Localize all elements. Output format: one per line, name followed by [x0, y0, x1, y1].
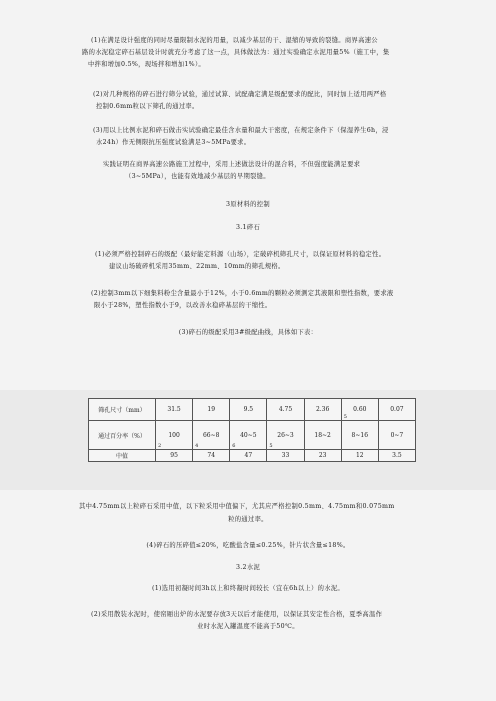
paragraph-2-line-1: (2)对几种规格的碎石进行筛分试验，通过试算、试配确定满足级配要求的配比，同时加上适用两严格: [93, 91, 387, 98]
table-cell: 2.36: [304, 399, 341, 421]
table-row: [89, 399, 416, 421]
paragraph-9: (4)碎石的压碎值≤20%，吃酸盐含量≤0.25%，针片状含量≤18%。: [146, 542, 350, 549]
table-cell: 0.07: [378, 399, 415, 421]
row-label: 通过百分率（%）: [89, 421, 156, 450]
table-cell: 0.60 5: [341, 399, 378, 421]
paragraph-7: (3)碎石的级配采用3#级配曲线，具体如下表：: [178, 329, 318, 336]
gradation-table: [88, 398, 416, 462]
table-row: [89, 421, 416, 450]
subsection-heading-1: 3.1碎石: [235, 224, 261, 231]
paragraph-5-line-2: 建议山场破碎机采用35mm、22mm、10mm的筛孔规格。: [109, 263, 285, 270]
table-cell: 95: [156, 450, 193, 462]
table-cell: 23: [304, 450, 341, 462]
paragraph-1-line-1: (1)在满足设计强度的同时尽量限制水泥的用量，以减少基层的干、湿缩的导致的裂缝。商界高速公: [91, 37, 378, 44]
table-cell: 74: [193, 450, 230, 462]
row-label: 中值: [89, 450, 156, 462]
paragraph-8-line-2: 粒的通过率。: [228, 516, 268, 523]
paragraph-3-line-1: (3)用以上比例水泥和碎石做击实试验确定最佳含水量和最大干密度，在规定条件下（保湿养生6h，浸: [93, 127, 389, 134]
table-cell: 26~3 5: [267, 421, 304, 450]
paragraph-5-line-1: (1)必须严格控制碎石的级配（最好能定料源（山场），定破碎机筛孔尺寸，以保证原材料的稳定性。: [95, 251, 386, 258]
table-cell: 66~8 4: [193, 421, 230, 450]
table-cell: 4.75: [267, 399, 304, 421]
table-cell: 0~7: [378, 421, 415, 450]
table-cell: 12: [341, 450, 378, 462]
table-cell: 40~5 6: [230, 421, 267, 450]
table-cell: 3.5: [378, 450, 415, 462]
table-cell: 19: [193, 399, 230, 421]
paragraph-11-line-1: (2)采用散装水泥时，使窑厢出炉的水泥要存放3天以后才能使用，以保证其安定性合格，夏季高温作: [91, 611, 383, 618]
paragraph-10: (1)选用初凝时间3h以上和终凝时间较长（宜在6h以上）的水泥。: [151, 585, 345, 592]
row-label: 筛孔尺寸（mm）: [89, 399, 156, 421]
table-cell: 47: [230, 450, 267, 462]
paragraph-8-line-1: 其中4.75mm以上粒碎石采用中值，以下粒采用中值偏下，尤其应严格控制0.5mm、4.75mm和0.075mm: [79, 503, 395, 510]
paragraph-4-line-2: （3~5MPa），也能有效地减少基层的早期裂缝。: [125, 173, 270, 180]
table-cell: 100 2: [156, 421, 193, 450]
table-row: [89, 450, 416, 462]
table-cell: 8~16: [341, 421, 378, 450]
paragraph-6-line-2: 限小于28%，塑性指数小于9，以改善水稳碎基层的干缩性。: [94, 302, 272, 309]
paragraph-11-line-2: 业时水泥入罐温度不能高于50℃。: [197, 623, 299, 630]
section-heading: 3原材料的控制: [226, 201, 270, 208]
subsection-heading-2: 3.2水泥: [235, 564, 261, 571]
table-cell: 31.5: [156, 399, 193, 421]
paragraph-4-line-1: 实践证明在商界高速公路施工过程中，采用上述做法设计的混合料，不但强度能满足要求: [103, 161, 361, 168]
paragraph-3-line-2: 水24h）作无侧限抗压强度试验满足3~5MPa要求。: [96, 139, 251, 146]
paragraph-1-line-2: 路的水泥稳定碎石基层设计时就充分考虑了这一点，具体做法为：通过实验确定水泥用量5%（施工中，集: [82, 49, 390, 56]
paragraph-2-line-2: 控制0.6mm粒以下筛孔的通过率。: [96, 103, 199, 110]
table-cell: 33: [267, 450, 304, 462]
table-cell: 18~2: [304, 421, 341, 450]
table-cell: 9.5: [230, 399, 267, 421]
paragraph-6-line-1: (2)控制3mm以下细集料粉尘含量最小于12%，小于0.6mm的颗粒必须测定其液限和塑性指数，要求液: [91, 290, 394, 297]
paragraph-1-line-3: 中拌和增加0.5%，现场拌和增加1%）。: [88, 61, 205, 68]
